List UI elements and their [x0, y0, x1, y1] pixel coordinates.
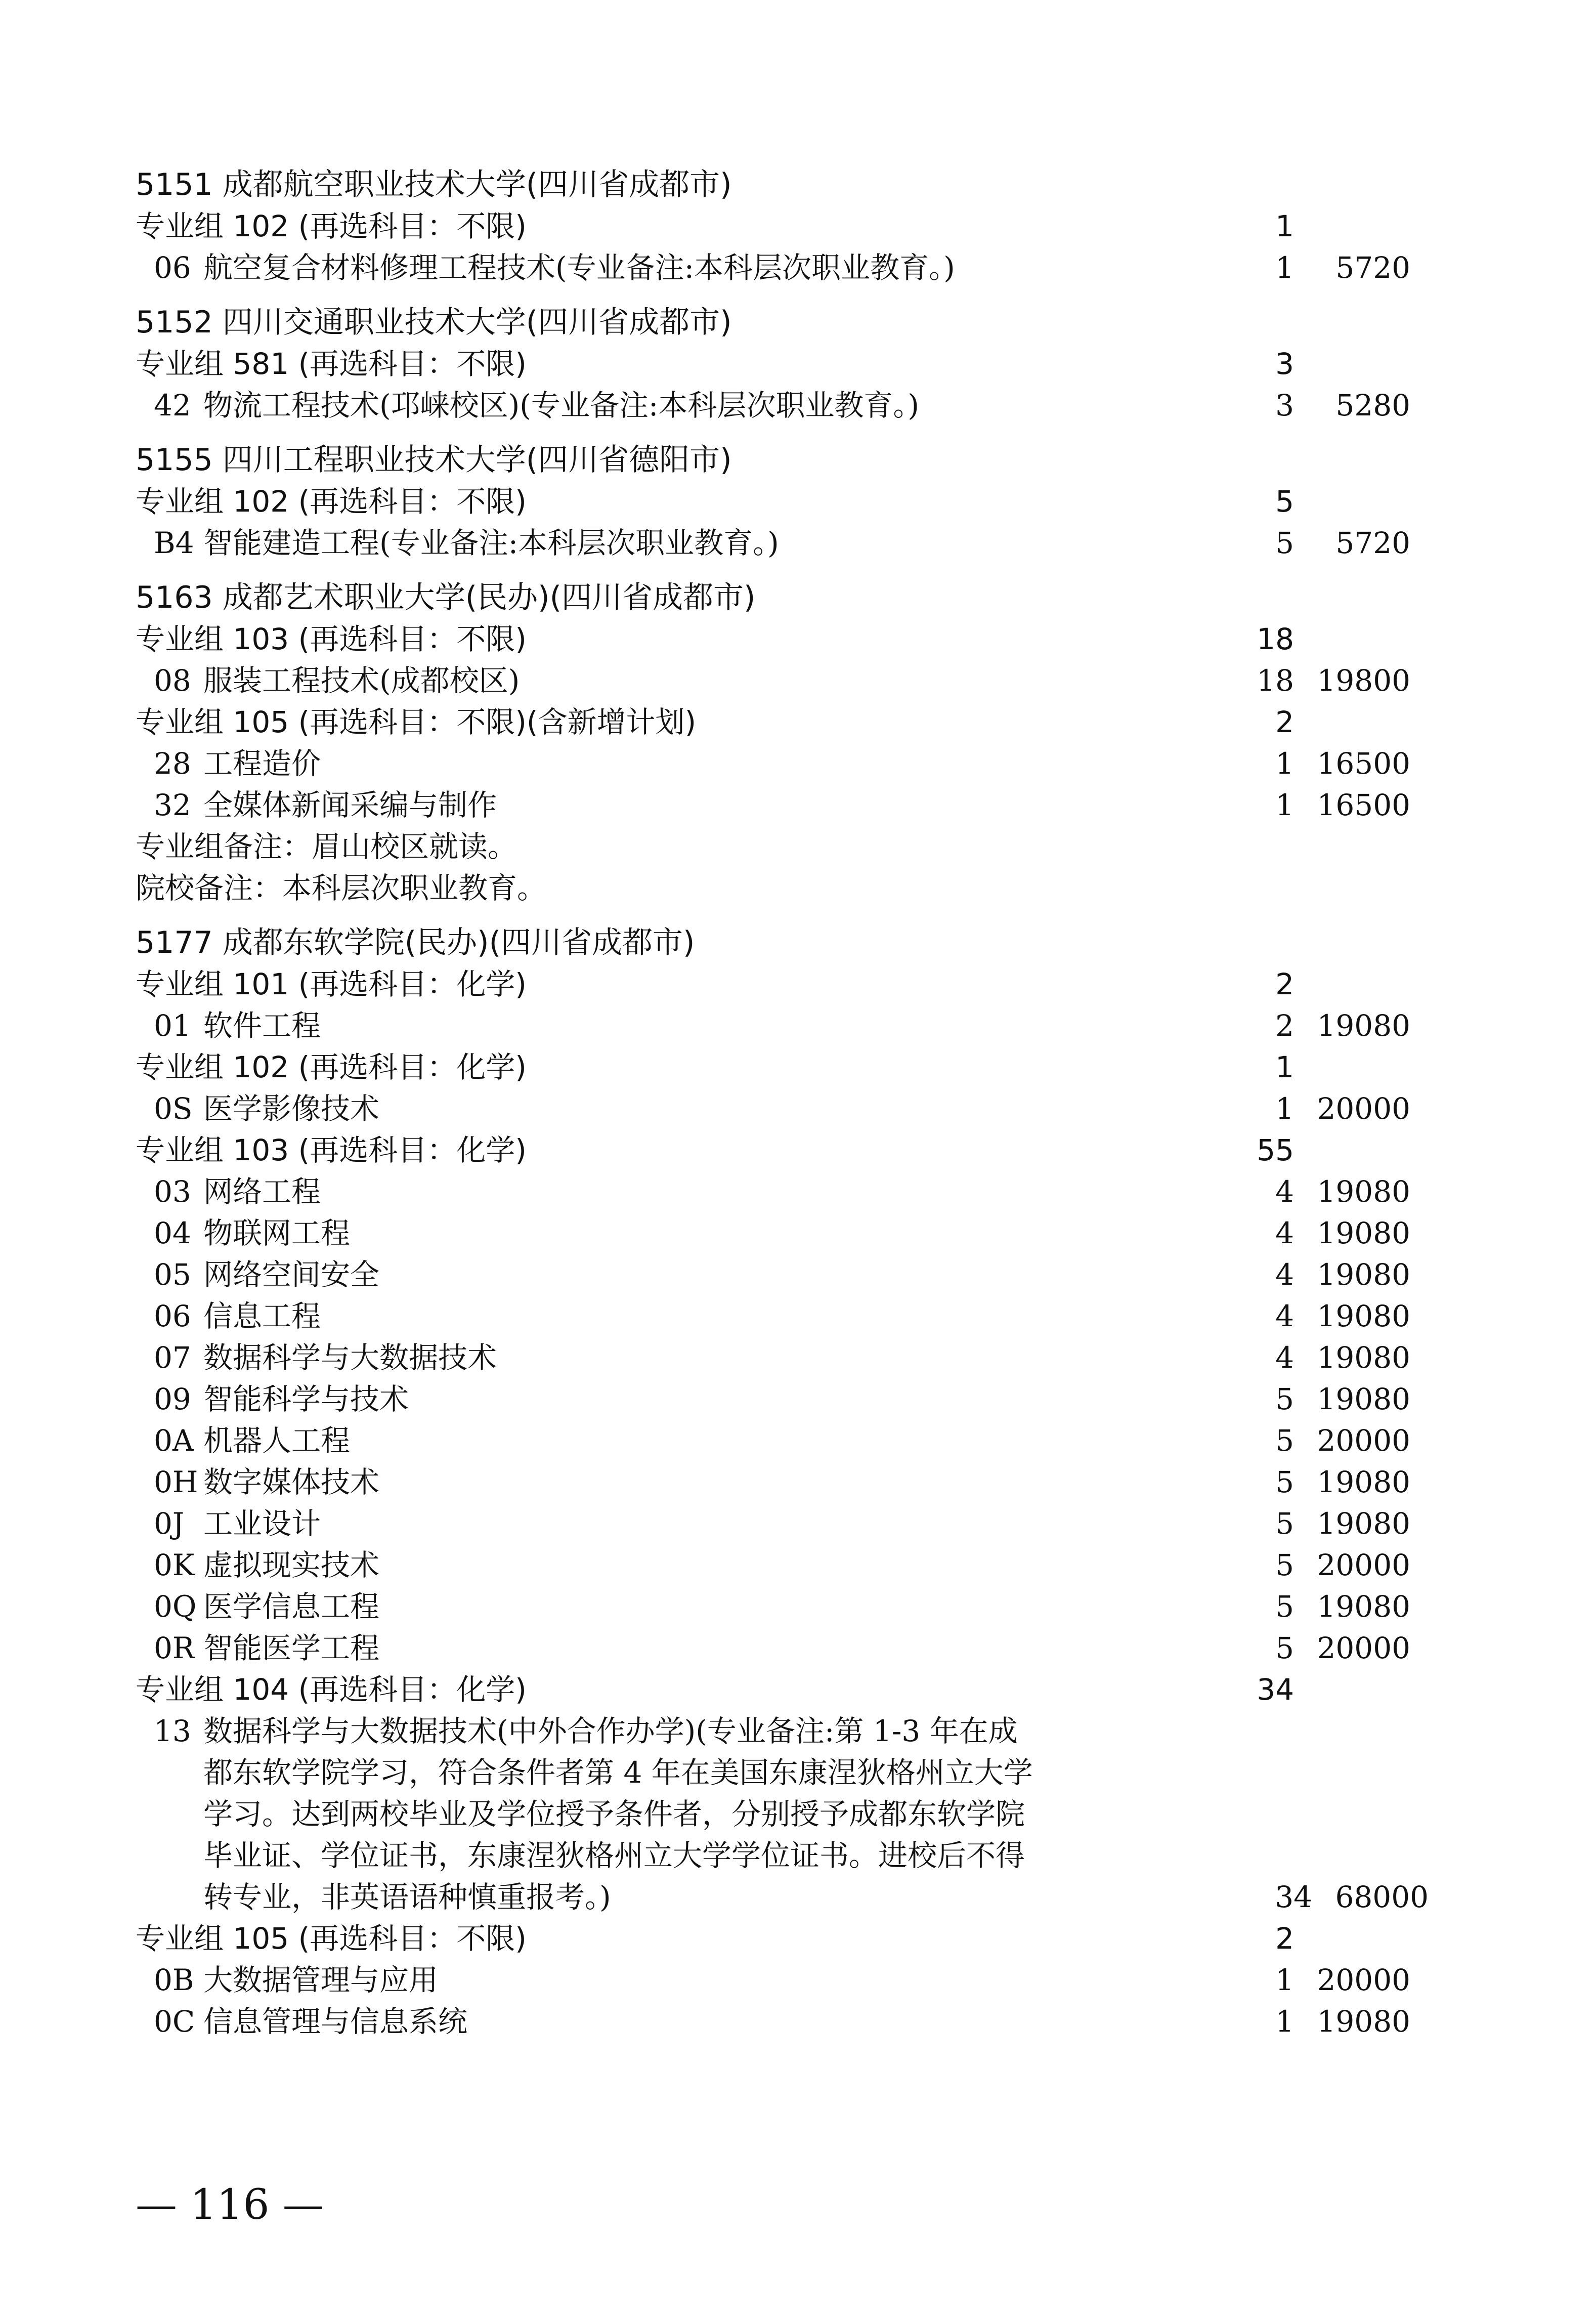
major-fee: 19080: [1317, 1174, 1410, 1209]
group-count: 2: [1275, 1921, 1294, 1956]
major-fee: 19080: [1317, 1008, 1410, 1043]
major-code: 08: [154, 663, 191, 698]
major-count: 5: [1275, 1423, 1294, 1458]
major-count: 18: [1257, 663, 1294, 698]
major-code: B4: [154, 526, 194, 560]
major-fee: 19080: [1317, 1506, 1410, 1541]
major-code: 06: [154, 250, 191, 285]
major-name: 智能医学工程: [203, 1631, 380, 1665]
major-name: 物流工程技术(邛崃校区)(专业备注:本科层次职业教育。): [203, 388, 920, 423]
major-row: [136, 1212, 1431, 1254]
major-count: 4: [1275, 1216, 1294, 1250]
major-fee: 20000: [1317, 1963, 1410, 1997]
major-count: 3: [1275, 388, 1294, 423]
group-count: 1: [1275, 209, 1294, 243]
major-fee: 68000: [1335, 1880, 1429, 1914]
major-count: 1: [1275, 746, 1294, 781]
major-count: 1: [1275, 1963, 1294, 1997]
group-note-text: 眉山校区就读。: [312, 829, 517, 864]
school-title: 5155 四川工程职业技术大学(四川省德阳市): [136, 442, 732, 478]
major-group-row: [136, 1046, 1431, 1088]
major-name: 物联网工程: [203, 1216, 351, 1250]
group-label: 专业组 101 (再选科目：化学): [136, 967, 527, 1001]
major-fee: 20000: [1317, 1423, 1410, 1458]
major-fee: 19080: [1317, 1382, 1410, 1416]
major-line: 学习。达到两校毕业及学位授予条件者，分别授予成都东软学院: [203, 1797, 1025, 1831]
major-row: [136, 385, 1431, 426]
major-group-row: [136, 1669, 1431, 1710]
school-title: 5151 成都航空职业技术大学(四川省成都市): [136, 167, 732, 202]
major-row: [136, 1337, 1431, 1378]
major-group-row: [136, 1918, 1431, 1959]
major-row: [136, 247, 1431, 288]
major-line: 毕业证、学位证书，东康涅狄格州立大学学位证书。进校后不得: [203, 1838, 1025, 1873]
major-code: 09: [154, 1382, 191, 1416]
major-row: [136, 1005, 1431, 1046]
major-code: 0K: [154, 1548, 195, 1582]
major-row: [136, 743, 1431, 784]
group-label: 专业组 103 (再选科目：化学): [136, 1133, 527, 1167]
major-count: 5: [1275, 1382, 1294, 1416]
major-fee: 20000: [1317, 1091, 1410, 1126]
major-fee: 16500: [1317, 746, 1410, 781]
major-count: 5: [1275, 526, 1294, 560]
major-fee: 19080: [1317, 1465, 1410, 1499]
major-row: [136, 2001, 1431, 2042]
school-note: [136, 867, 1431, 909]
major-name: 服装工程技术(成都校区): [203, 663, 520, 698]
major-code: 42: [154, 388, 191, 423]
major-name-line: 数据科学与大数据技术(中外合作办学)(专业备注:第 1-3 年在成: [203, 1714, 1018, 1748]
group-count: 2: [1275, 967, 1294, 1001]
major-name: 虚拟现实技术: [203, 1548, 380, 1582]
major-count: 5: [1275, 1589, 1294, 1624]
major-fee: 19080: [1317, 2004, 1410, 2039]
major-code: 04: [154, 1216, 191, 1250]
major-count: 4: [1275, 1340, 1294, 1375]
school-note-label: 院校备注：: [136, 871, 283, 905]
major-row: [136, 1586, 1431, 1627]
major-fee: 19080: [1317, 1299, 1410, 1333]
major-count: 34: [1275, 1880, 1312, 1914]
major-name: 软件工程: [203, 1008, 321, 1043]
major-count: 2: [1275, 1008, 1294, 1043]
major-code: 28: [154, 746, 191, 781]
major-row: [136, 660, 1431, 701]
major-count: 4: [1275, 1174, 1294, 1209]
major-code: 01: [154, 1008, 191, 1043]
major-count: 1: [1275, 250, 1294, 285]
major-count: 1: [1275, 1091, 1294, 1126]
group-label: 专业组 104 (再选科目：化学): [136, 1672, 527, 1707]
major-name: 网络工程: [203, 1174, 321, 1209]
major-fee: 19080: [1317, 1340, 1410, 1375]
major-fee: 20000: [1317, 1631, 1410, 1665]
major-code: 32: [154, 788, 191, 822]
major-name: 机器人工程: [203, 1423, 351, 1458]
group-label: 专业组 581 (再选科目：不限): [136, 347, 527, 381]
major-fee: 19800: [1317, 663, 1410, 698]
major-code: 0A: [154, 1423, 194, 1458]
major-row: [136, 1420, 1431, 1461]
major-name: 工业设计: [203, 1506, 321, 1541]
major-name: 数字媒体技术: [203, 1465, 380, 1499]
major-fee: 5720: [1335, 526, 1410, 560]
major-code: 0C: [154, 2004, 195, 2039]
school-title: 5152 四川交通职业技术大学(四川省成都市): [136, 305, 732, 340]
major-code: 0H: [154, 1465, 198, 1499]
major-row: [136, 1295, 1431, 1337]
major-group-row: [136, 205, 1431, 247]
major-code: 0S: [154, 1091, 193, 1126]
major-name: 航空复合材料修理工程技术(专业备注:本科层次职业教育。): [203, 250, 955, 285]
major-row: [136, 1254, 1431, 1295]
group-label: 专业组 105 (再选科目：不限): [136, 1921, 527, 1956]
major-count: 5: [1275, 1631, 1294, 1665]
major-line: [154, 1876, 1431, 1918]
major-name: 数据科学与大数据技术: [203, 1340, 497, 1375]
major-count: 5: [1275, 1506, 1294, 1541]
school-title: 5177 成都东软学院(民办)(四川省成都市): [136, 925, 695, 960]
major-code: 06: [154, 1299, 191, 1333]
group-count: 18: [1257, 622, 1294, 656]
group-label: 专业组 105 (再选科目：不限)(含新增计划): [136, 705, 697, 739]
major-count: 5: [1275, 1465, 1294, 1499]
group-count: 2: [1275, 705, 1294, 739]
major-row-multiline: [136, 1710, 1431, 1918]
group-count: 5: [1275, 484, 1294, 519]
major-name: 智能建造工程(专业备注:本科层次职业教育。): [203, 526, 779, 560]
major-count: 4: [1275, 1299, 1294, 1333]
major-name: 智能科学与技术: [203, 1382, 409, 1416]
group-label: 专业组 102 (再选科目：化学): [136, 1050, 527, 1084]
major-fee: 19080: [1317, 1257, 1410, 1292]
major-row: [136, 1171, 1431, 1212]
major-name: 医学影像技术: [203, 1091, 380, 1126]
group-label: 专业组 102 (再选科目：不限): [136, 209, 527, 243]
major-code: 05: [154, 1257, 191, 1292]
major-name: 大数据管理与应用: [203, 1963, 439, 1997]
major-fee: 20000: [1317, 1548, 1410, 1582]
major-code: 0J: [154, 1506, 185, 1541]
major-code: 07: [154, 1340, 191, 1375]
major-count: 1: [1275, 788, 1294, 822]
major-line: 都东软学院学习，符合条件者第 4 年在美国东康涅狄格州立大学: [203, 1755, 1033, 1790]
major-name: 工程造价: [203, 746, 321, 781]
major-group-row: [136, 963, 1431, 1005]
major-row: [136, 1378, 1431, 1420]
major-row: [136, 784, 1431, 826]
group-label: 专业组 103 (再选科目：不限): [136, 622, 527, 656]
school-title: 5163 成都艺术职业大学(民办)(四川省成都市): [136, 580, 756, 615]
major-row: [136, 1503, 1431, 1544]
school-note-text: 本科层次职业教育。: [282, 871, 547, 905]
major-row: [136, 522, 1431, 564]
major-fee: 5280: [1335, 388, 1410, 423]
major-code: 0R: [154, 1631, 195, 1665]
group-count: 34: [1257, 1672, 1294, 1707]
major-count: 1: [1275, 2004, 1294, 2039]
group-note-label: 专业组备注：: [136, 829, 312, 864]
page-number: — 116 —: [136, 2181, 324, 2229]
group-note: [136, 826, 1431, 867]
major-group-row: [136, 343, 1431, 385]
major-count: 4: [1275, 1257, 1294, 1292]
major-group-row: [136, 618, 1431, 660]
major-row: [136, 1088, 1431, 1129]
enrollment-plan-list: [136, 164, 1431, 2042]
major-row: [136, 1959, 1431, 2001]
group-count: 1: [1275, 1050, 1294, 1084]
major-name: 全媒体新闻采编与制作: [203, 788, 497, 822]
major-group-row: [136, 481, 1431, 522]
major-line: [154, 1710, 1431, 1752]
major-code: 13: [154, 1714, 191, 1748]
major-code: 0B: [154, 1963, 194, 1997]
major-row: [136, 1627, 1431, 1669]
major-group-row: [136, 1129, 1431, 1171]
major-group-row: [136, 701, 1431, 743]
major-fee: 16500: [1317, 788, 1410, 822]
group-label: 专业组 102 (再选科目：不限): [136, 484, 527, 519]
major-name: 信息工程: [203, 1299, 321, 1333]
major-name: 信息管理与信息系统: [203, 2004, 468, 2039]
major-name-line: 转专业，非英语语种慎重报考。): [203, 1880, 611, 1914]
major-fee: 5720: [1335, 250, 1410, 285]
major-code: 03: [154, 1174, 191, 1209]
major-fee: 19080: [1317, 1216, 1410, 1250]
group-count: 55: [1257, 1133, 1294, 1167]
group-count: 3: [1275, 347, 1294, 381]
major-fee: 19080: [1317, 1589, 1410, 1624]
major-name: 网络空间安全: [203, 1257, 380, 1292]
major-row: [136, 1544, 1431, 1586]
major-row: [136, 1461, 1431, 1503]
major-name: 医学信息工程: [203, 1589, 380, 1624]
major-code: 0Q: [154, 1589, 197, 1624]
major-count: 5: [1275, 1548, 1294, 1582]
